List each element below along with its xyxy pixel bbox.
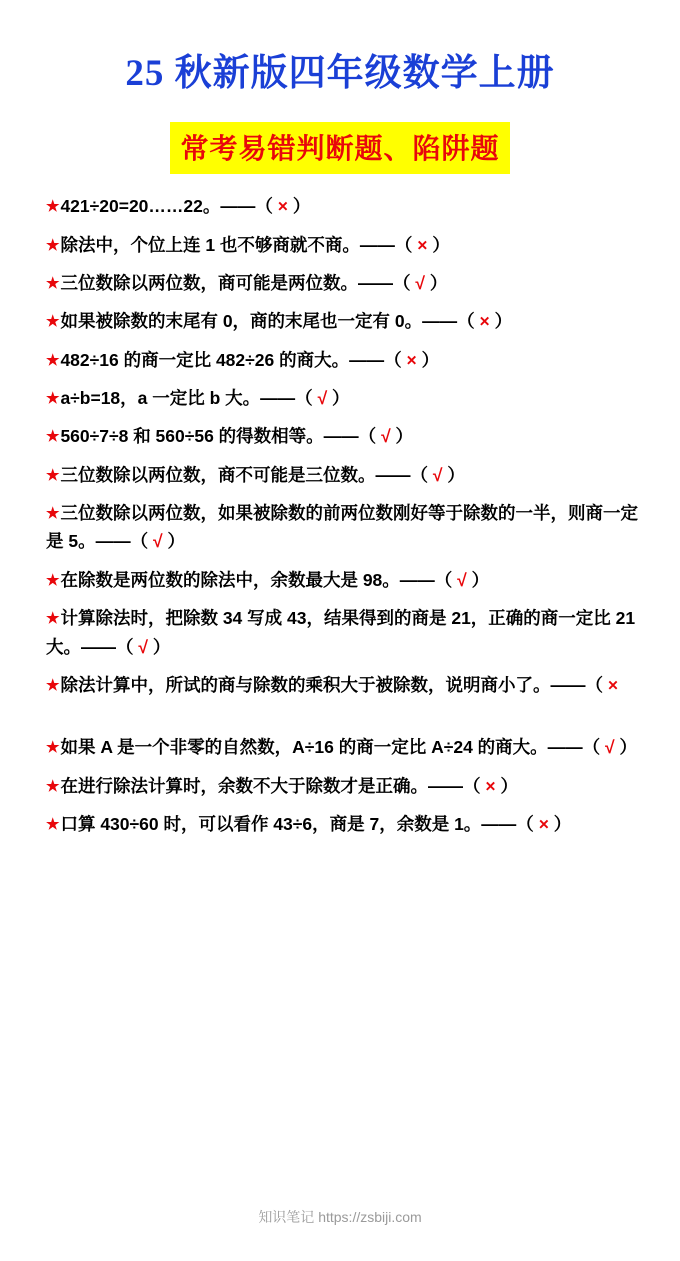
star-icon: ★ <box>46 351 60 369</box>
question-tail: ） <box>494 311 513 332</box>
page-subtitle-wrapper <box>0 122 680 174</box>
question-tail: ） <box>447 464 465 485</box>
question-tail: ） <box>553 813 572 834</box>
star-icon: ★ <box>46 198 60 216</box>
footer-watermark: 知识笔记 https://zsbiji.com <box>258 1209 422 1225</box>
list-item <box>46 307 640 335</box>
answer-mark: × <box>277 196 288 217</box>
star-icon: ★ <box>46 610 60 628</box>
list-item <box>46 269 640 297</box>
answer-mark: × <box>538 813 549 834</box>
star-icon: ★ <box>46 777 60 795</box>
answer-mark: √ <box>457 569 467 590</box>
question-text: 560÷7÷8 和 560÷56 的得数相等。——（ <box>60 426 377 447</box>
page-title: 25 秋新版四年级数学上册 <box>125 53 555 94</box>
list-item <box>46 346 640 374</box>
section-spacer <box>46 709 640 733</box>
question-text: 三位数除以两位数，商可能是两位数。——（ <box>60 273 411 294</box>
answer-mark: × <box>406 349 417 370</box>
answer-mark: √ <box>152 531 163 552</box>
answer-mark: × <box>479 311 490 332</box>
answer-mark: √ <box>317 388 328 409</box>
question-tail: ） <box>332 388 350 409</box>
question-tail: ） <box>395 426 414 447</box>
question-text: 三位数除以两位数，商不可能是三位数。——（ <box>60 464 428 485</box>
question-tail: ） <box>167 531 185 552</box>
question-text: 除法计算中，所试的商与除数的乘积大于被除数，说明商小了。——（ <box>60 674 603 695</box>
list-item <box>46 772 640 800</box>
question-text: 在进行除法计算时，余数不大于除数才是正确。——（ <box>60 775 481 796</box>
list-item <box>46 604 640 661</box>
question-text: 421÷20=20……22。——（ <box>60 196 273 217</box>
star-icon: ★ <box>46 505 60 523</box>
question-tail: ） <box>619 737 638 758</box>
list-item <box>46 192 640 220</box>
star-icon: ★ <box>46 676 60 694</box>
star-icon: ★ <box>46 739 60 757</box>
list-item <box>46 499 640 556</box>
question-text: 口算 430÷60 时，可以看作 43÷6，商是 7，余数是 1。——（ <box>60 813 534 834</box>
question-tail: ） <box>500 775 518 796</box>
answer-mark: √ <box>381 426 391 447</box>
list-item <box>46 566 640 594</box>
question-text: 计算除法时，把除数 34 写成 43，结果得到的商是 21，正确的商一定比 21 大。——（ <box>46 608 636 657</box>
question-text: 三位数除以两位数，如果被除数的前两位数刚好等于除数的一半，则商一定是 5。——（ <box>46 503 638 552</box>
star-icon: ★ <box>46 428 60 446</box>
list-item <box>46 733 640 761</box>
list-item <box>46 384 640 412</box>
star-icon: ★ <box>46 313 60 331</box>
answer-mark: × <box>607 674 619 695</box>
question-text: 如果被除数的末尾有 0，商的末尾也一定有 0。——（ <box>60 311 475 332</box>
star-icon: ★ <box>46 571 60 589</box>
question-tail: ） <box>471 569 490 590</box>
page-subtitle: 常考易错判断题、陷阱题 <box>170 122 509 174</box>
question-tail: ） <box>292 196 311 217</box>
answer-mark: × <box>485 775 496 796</box>
star-icon: ★ <box>46 815 60 833</box>
question-tail: ） <box>421 349 440 370</box>
worksheet-page <box>0 52 680 1261</box>
answer-mark: √ <box>605 737 615 758</box>
question-text: a÷b=18，a 一定比 b 大。——（ <box>60 388 313 409</box>
list-item <box>46 810 640 838</box>
question-tail: ） <box>429 273 448 294</box>
star-icon: ★ <box>46 236 60 254</box>
answer-mark: √ <box>138 636 148 657</box>
answer-mark: × <box>417 234 428 255</box>
list-item <box>46 461 640 489</box>
question-text: 在除数是两位数的除法中，余数最大是 98。——（ <box>60 569 453 590</box>
question-tail: ） <box>152 636 171 657</box>
answer-mark: √ <box>432 464 443 485</box>
question-tail: ） <box>432 234 450 255</box>
list-item <box>46 422 640 450</box>
answer-mark: √ <box>415 273 425 294</box>
question-text: 482÷16 的商一定比 482÷26 的商大。——（ <box>60 349 402 370</box>
star-icon: ★ <box>46 466 60 484</box>
question-list <box>46 192 640 838</box>
list-item <box>46 231 640 259</box>
question-text: 如果 A 是一个非零的自然数，A÷16 的商一定比 A÷24 的商大。——（ <box>60 737 601 758</box>
question-text: 除法中，个位上连 1 也不够商就不商。——（ <box>60 234 413 255</box>
list-item <box>46 671 640 699</box>
star-icon: ★ <box>46 390 60 408</box>
star-icon: ★ <box>46 275 60 293</box>
